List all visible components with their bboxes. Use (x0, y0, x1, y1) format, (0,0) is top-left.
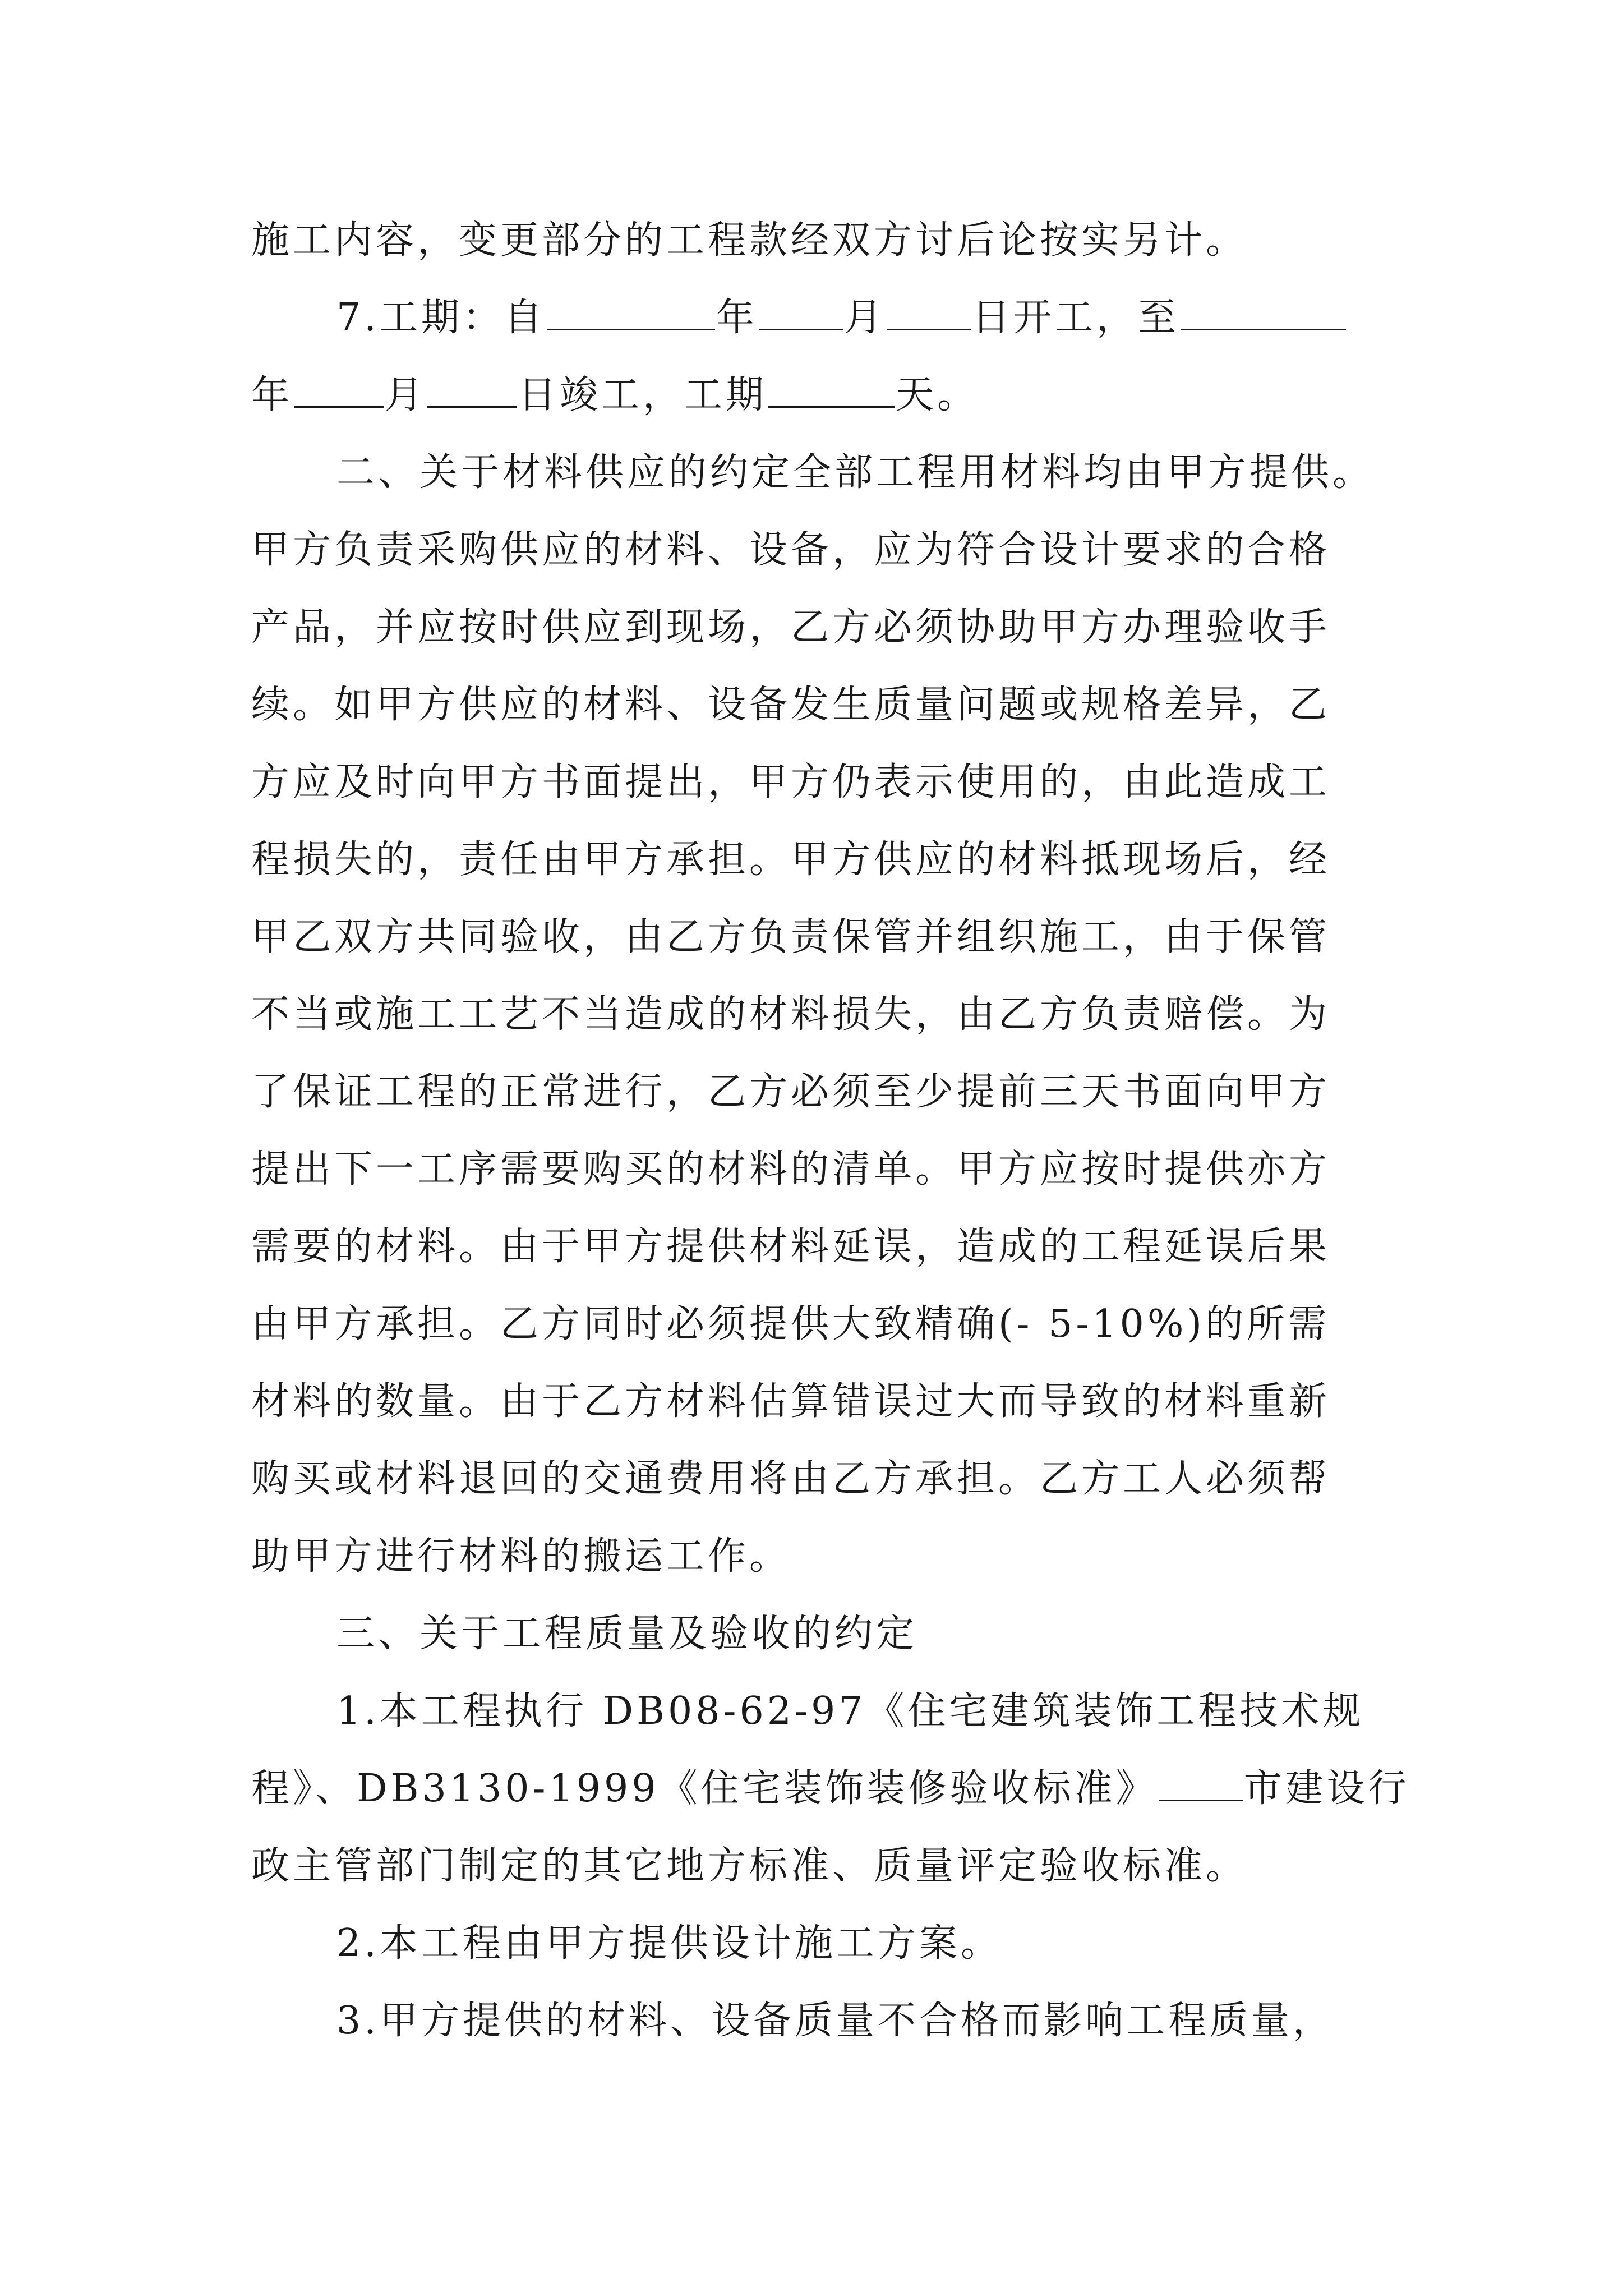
text-content: 施工内容，变更部分的工程款经双方讨后论按实另计。 (251, 218, 1248, 263)
text-line (251, 589, 1390, 666)
text-line (251, 202, 1390, 279)
text-line (251, 666, 1390, 744)
text-content: 产品，并应按时供应到现场，乙方必须协助甲方办理验收手 (251, 605, 1331, 650)
section-heading: 二、关于材料供应的约定全部工程用材料均由甲方提供。 (336, 450, 1375, 495)
text-line (251, 1131, 1390, 1208)
text-content: 方应及时向甲方书面提出，甲方仍表示使用的，由此造成工 (251, 760, 1331, 804)
day-blank (427, 372, 517, 408)
text-content: 助甲方进行材料的搬运工作。 (251, 1534, 791, 1579)
text-content: 程损失的，责任由甲方承担。甲方供应的材料抵现场后，经 (251, 838, 1331, 882)
day-blank (887, 295, 971, 330)
text-line (251, 1982, 1390, 2060)
schedule-end-line (251, 357, 1390, 434)
text-content: 月 (843, 296, 886, 340)
text-content: 不当或施工工艺不当造成的材料损失，由乙方负责赔偿。为 (251, 992, 1331, 1037)
text-content: 购买或材料退回的交通费用将由乙方承担。乙方工人必须帮 (251, 1457, 1331, 1501)
text-line (251, 899, 1390, 976)
month-blank (294, 372, 384, 408)
text-content: 1.本工程执行 DB08-62-97《住宅建筑装饰工程技术规 (336, 1689, 1364, 1733)
duration-blank (768, 372, 895, 408)
end-year-blank (1181, 295, 1346, 330)
city-blank (1159, 1766, 1243, 1801)
text-line (251, 434, 1390, 512)
section-heading: 三、关于工程质量及验收的约定 (336, 1612, 918, 1656)
text-line (251, 1750, 1410, 1828)
year-blank (547, 295, 715, 330)
text-content: 提出下一工序需要购买的材料的清单。甲方应按时提供亦方 (251, 1147, 1331, 1191)
text-content: 由甲方承担。乙方同时必须提供大致精确(- 5-10%)的所需 (251, 1302, 1330, 1346)
text-line (251, 1363, 1390, 1441)
text-content: 日开工，至 (971, 296, 1179, 340)
text-content: 年 (716, 296, 758, 340)
text-content: 程》、DB3130-1999《住宅装饰装修验收标准》 (251, 1766, 1158, 1811)
text-content: 材料的数量。由于乙方材料估算错误过大而导致的材料重新 (251, 1379, 1331, 1424)
text-line (251, 512, 1390, 589)
text-content: 了保证工程的正常进行，乙方必须至少提前三天书面向甲方 (251, 1070, 1331, 1114)
text-content: 7.工期：自 (336, 296, 546, 340)
text-line (251, 1441, 1390, 1518)
text-line (251, 976, 1390, 1053)
text-line (251, 1208, 1390, 1286)
month-blank (759, 295, 843, 330)
text-content: 续。如甲方供应的材料、设备发生质量问题或规格差异，乙 (251, 683, 1331, 727)
text-content: 年 (251, 373, 293, 417)
text-content: 月 (385, 373, 427, 417)
text-line (251, 1905, 1390, 1982)
text-line (251, 1286, 1390, 1363)
text-content: 需要的材料。由于甲方提供材料延误，造成的工程延误后果 (251, 1225, 1331, 1269)
text-line (251, 821, 1390, 899)
schedule-start-line (251, 279, 1390, 357)
text-content: 2.本工程由甲方提供设计施工方案。 (336, 1921, 1002, 1966)
text-content: 市建设行 (1243, 1766, 1410, 1811)
text-line (251, 1828, 1390, 1905)
text-content: 3.甲方提供的材料、设备质量不合格而影响工程质量， (336, 1999, 1334, 2043)
text-line (251, 1053, 1390, 1131)
text-line (251, 1595, 1390, 1673)
text-content: 甲方负责采购供应的材料、设备，应为符合设计要求的合格 (251, 528, 1331, 572)
text-content: 政主管部门制定的其它地方标准、质量评定验收标准。 (251, 1844, 1248, 1888)
text-line (251, 1673, 1390, 1750)
text-line (251, 744, 1390, 821)
text-content: 天。 (896, 373, 979, 417)
text-line (251, 1518, 1390, 1595)
text-content: 日竣工，工期 (518, 373, 768, 417)
text-content: 甲乙双方共同验收，由乙方负责保管并组织施工，由于保管 (251, 915, 1331, 959)
